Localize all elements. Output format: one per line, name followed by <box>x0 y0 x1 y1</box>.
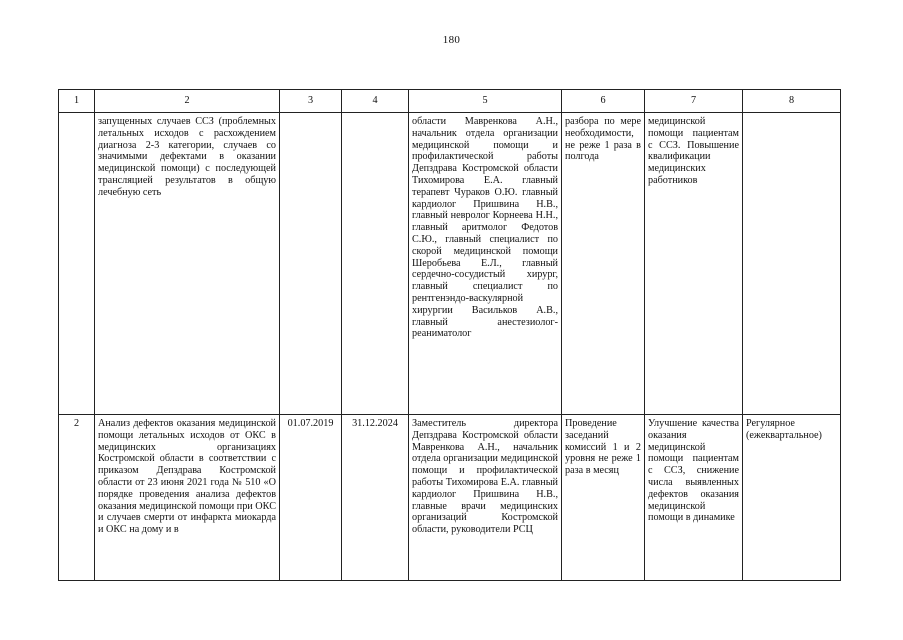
measure-cell: запущенных случаев ССЗ (проблемных летальных исходов с расхождением диагноза 2-3 категории, случаев со значимыми дефектами в оказании медицинской помощи) с последующей трансляцией результатов в общую лечебную сеть <box>95 113 280 415</box>
header-col-4: 4 <box>342 90 409 113</box>
measure-cell: Анализ дефектов оказания медицинской помощи летальных исходов от ОКС в медицинских организациях Костромской области в соответствии с приказом Депздрава Костромской области от 23 июня 2021 года № 510 «О порядке проведения анализа дефектов оказания медицинской помощи при ОКС и случаев смерти от инфаркта миокарда и ОКС на дому и в <box>95 415 280 581</box>
result-cell: медицинской помощи пациентам с ССЗ. Повышение квалификации медицинских работников <box>645 113 743 415</box>
end-date-cell <box>342 113 409 415</box>
end-date-cell: 31.12.2024 <box>342 415 409 581</box>
header-col-7: 7 <box>645 90 743 113</box>
header-col-6: 6 <box>562 90 645 113</box>
table-row <box>59 113 841 415</box>
table-header-row <box>59 90 841 113</box>
characteristic-cell: разбора по мере необходимости, не реже 1 раза в полгода <box>562 113 645 415</box>
characteristic-cell: Проведение заседаний комиссий 1 и 2 уровня не реже 1 раза в месяц <box>562 415 645 581</box>
responsible-cell: Заместитель директора Депздрава Костромской области Мавренкова А.Н., начальник отдела организации медицинской помощи и профилактической работы Тихомирова Е.А. главный кардиолог Пришвина Н.В., главные врачи медицинских организаций Костромской области, руководители РСЦ <box>409 415 562 581</box>
page-number: 180 <box>442 34 461 46</box>
header-col-8: 8 <box>743 90 841 113</box>
row-number <box>59 113 95 415</box>
header-col-3: 3 <box>280 90 342 113</box>
row-number: 2 <box>59 415 95 581</box>
responsible-cell: области Мавренкова А.Н., начальник отдела организации медицинской помощи и профилактической работы Депздрава Костромской области Тихомирова Е.А. главный терапевт Чураков О.Ю. главный кардиолог Пришвина Н.В., главный невролог Корнеева Н.Н., главный аритмолог Федотов С.Ю., главный специалист по скорой медицинской помощи Шеробьева Е.Л., главный сердечно-сосудистый хирург, главный специалист по рентгенэндо-васкулярной хирургии Васильков А.В., главный анестезиолог-реаниматолог <box>409 113 562 415</box>
start-date-cell <box>280 113 342 415</box>
header-col-2: 2 <box>95 90 280 113</box>
frequency-cell <box>743 113 841 415</box>
start-date-cell: 01.07.2019 <box>280 415 342 581</box>
table-row <box>59 415 841 581</box>
measures-table <box>58 89 841 581</box>
frequency-cell: Регулярное (ежеквартальное) <box>743 415 841 581</box>
header-col-1: 1 <box>59 90 95 113</box>
header-col-5: 5 <box>409 90 562 113</box>
result-cell: Улучшение качества оказания медицинской помощи пациентам с ССЗ, снижение числа выявленных дефектов оказания медицинской помощи в динамике <box>645 415 743 581</box>
